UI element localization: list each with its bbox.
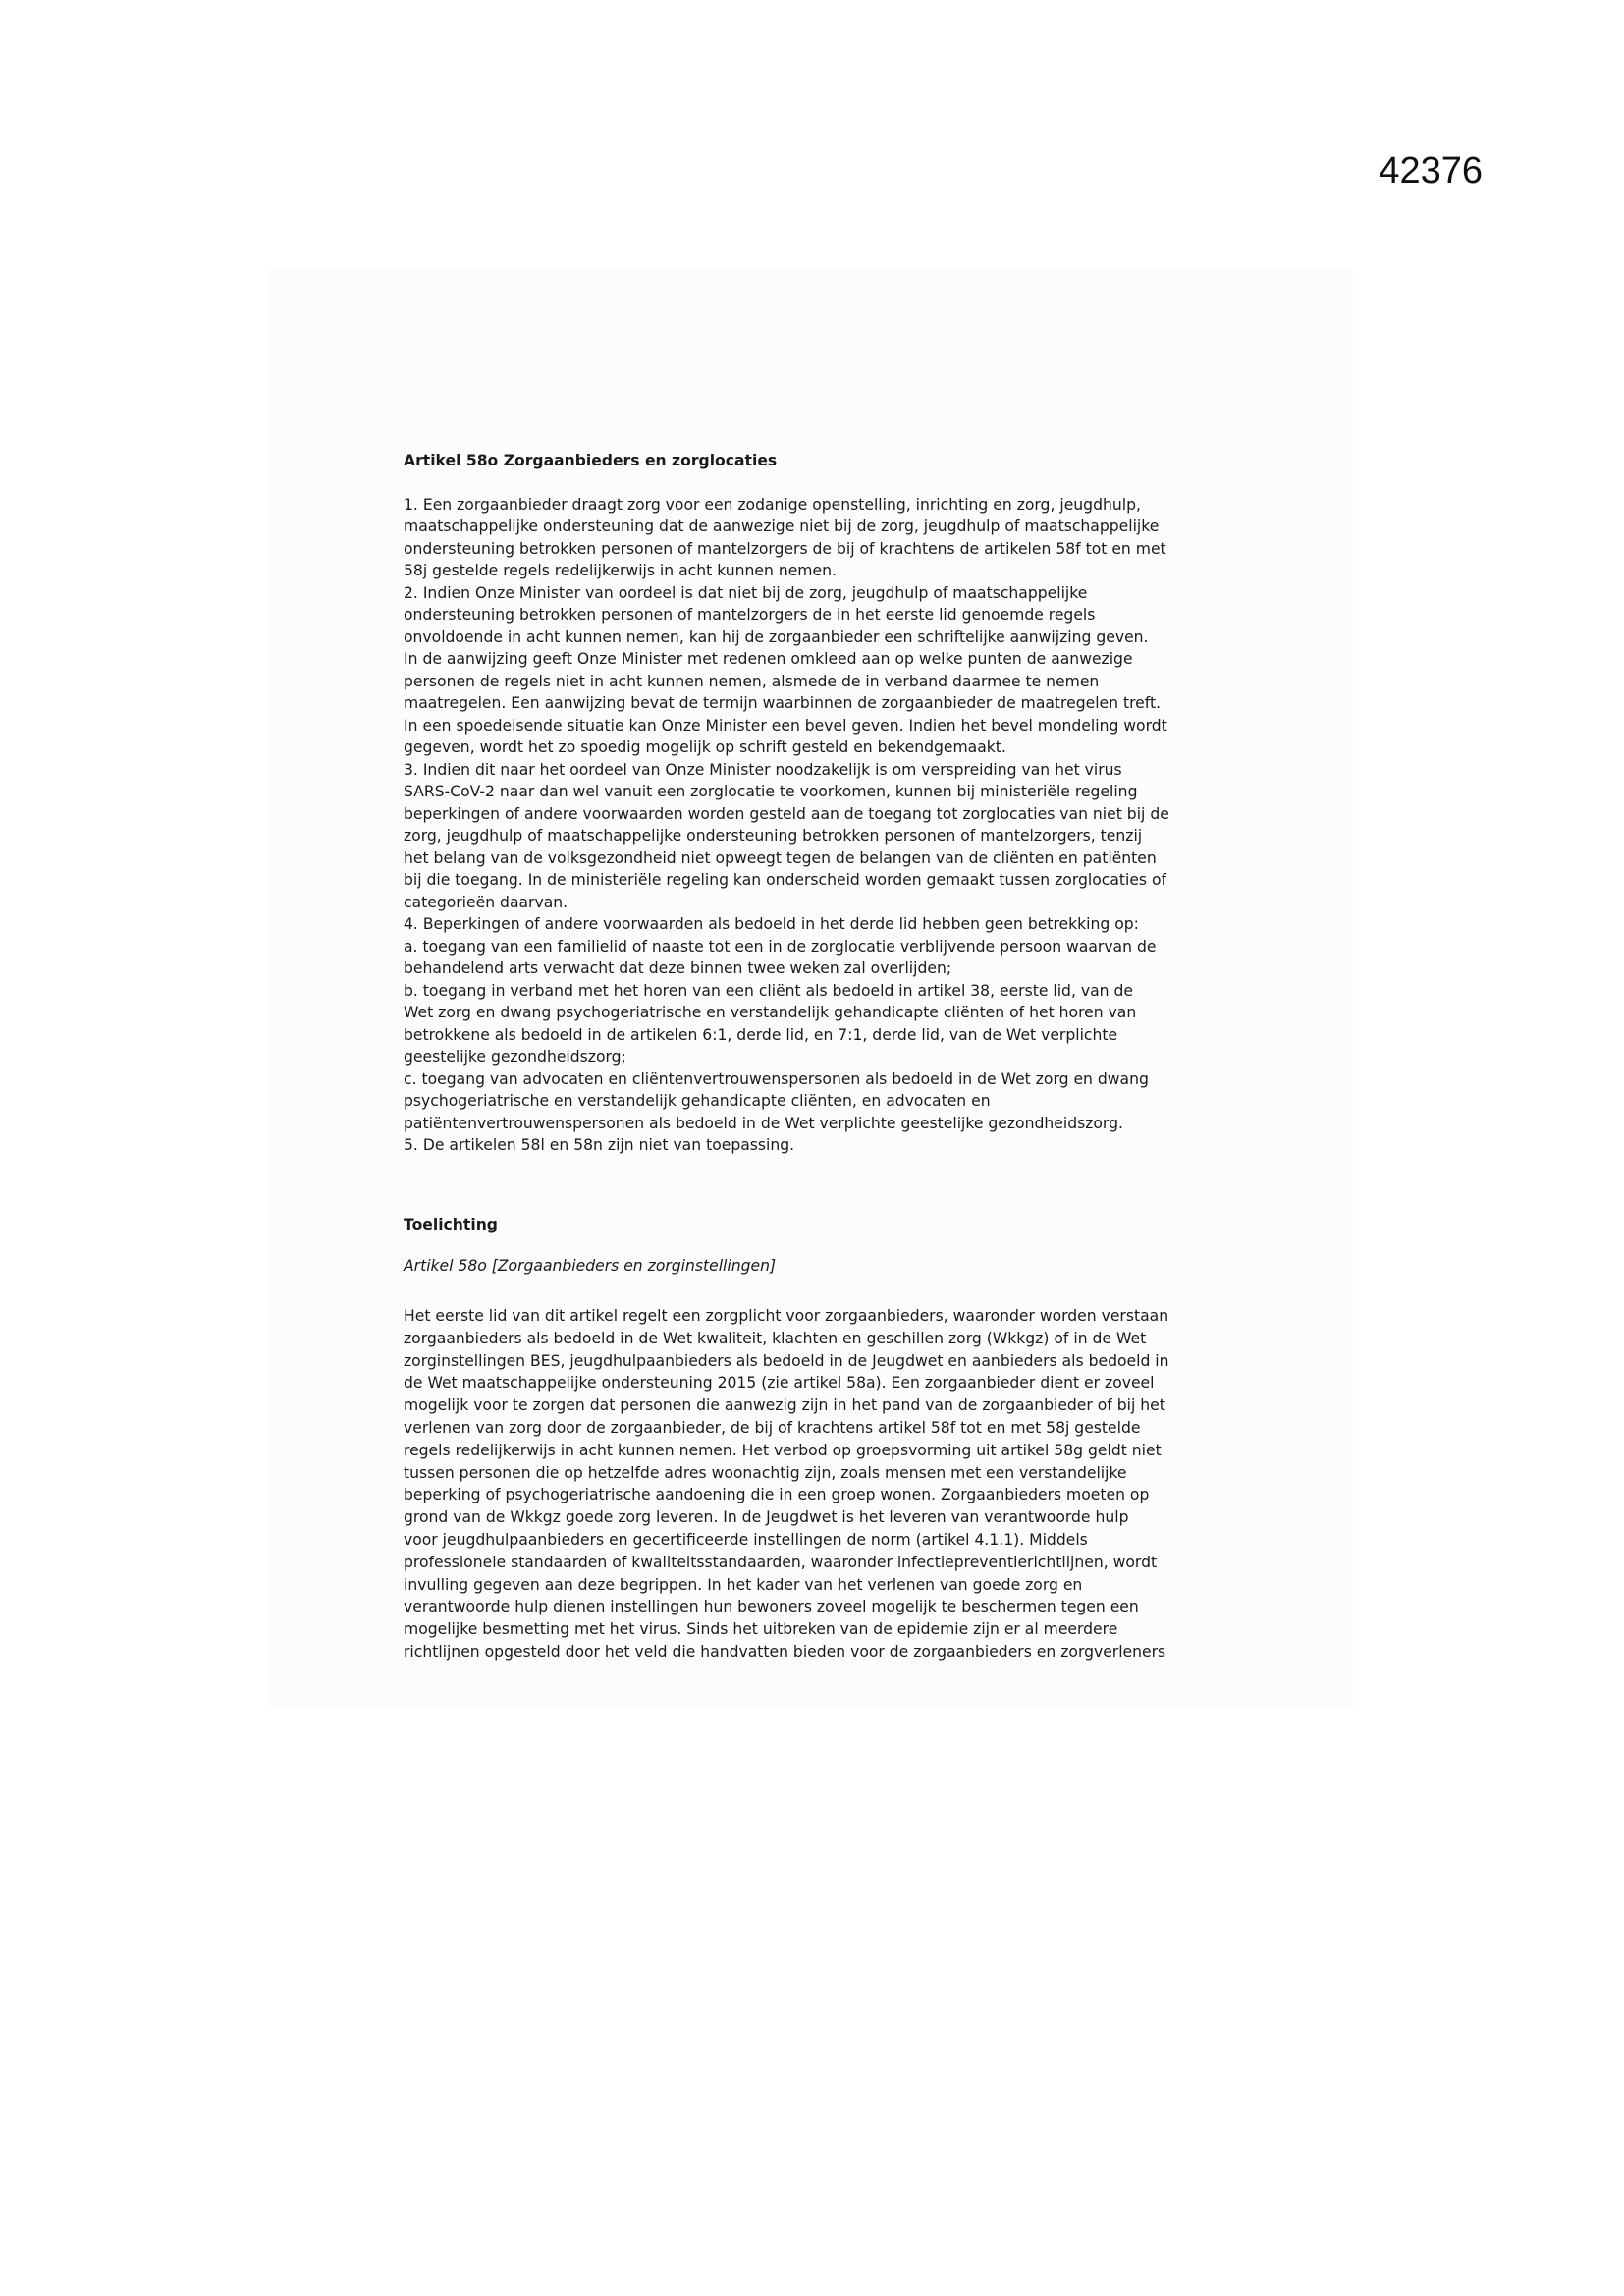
- article-line: 5. De artikelen 58l en 58n zijn niet van toepassing.: [404, 1136, 795, 1154]
- article-line: a. toegang van een familielid of naaste tot een in de zorglocatie verblijvende persoon waarvan de: [404, 937, 1157, 956]
- toelichting-line: beperking of psychogeriatrische aandoening die in een groep wonen. Zorgaanbieders moeten op: [404, 1486, 1150, 1504]
- article-line: geestelijke gezondheidszorg;: [404, 1048, 626, 1066]
- article-line: behandelend arts verwacht dat deze binnen twee weken zal overlijden;: [404, 959, 952, 977]
- toelichting-line: mogelijk voor te zorgen dat personen die aanwezig zijn in het pand van de zorgaanbieder of bij het: [404, 1396, 1165, 1415]
- toelichting-line: richtlijnen opgesteld door het veld die handvatten bieden voor de zorgaanbieders en zorgverleners: [404, 1642, 1166, 1661]
- article-line: SARS-CoV-2 naar dan wel vanuit een zorglocatie te voorkomen, kunnen bij ministeriële regeling: [404, 783, 1138, 800]
- toelichting-line: verantwoorde hulp dienen instellingen hun bewoners zoveel mogelijk te beschermen tegen een: [404, 1598, 1139, 1616]
- toelichting-line: zorginstellingen BES, jeugdhulpaanbieders als bedoeld in de Jeugdwet en aanbieders als bedoeld in: [404, 1351, 1169, 1370]
- toelichting-title: Toelichting: [404, 1216, 498, 1233]
- article-line: 1. Een zorgaanbieder draagt zorg voor een zodanige openstelling, inrichting en zorg, jeugdhulp,: [404, 495, 1141, 514]
- article-line: b. toegang in verband met het horen van een cliënt als bedoeld in artikel 38, eerste lid, van de: [404, 981, 1133, 1000]
- article-line: gegeven, wordt het zo spoedig mogelijk op schrift gesteld en bekendgemaakt.: [404, 738, 1006, 756]
- article-body: [404, 494, 1238, 1157]
- article-line: personen de regels niet in acht kunnen nemen, alsmede de in verband daarmee te nemen: [404, 672, 1100, 690]
- page-number: 42376: [1379, 150, 1483, 191]
- article-line: psychogeriatrische en verstandelijk gehandicapte cliënten, en advocaten en: [404, 1092, 991, 1110]
- article-line: betrokkene als bedoeld in de artikelen 6:1, derde lid, en 7:1, derde lid, van de Wet verplichte: [404, 1025, 1118, 1044]
- article-line: Wet zorg en dwang psychogeriatrische en verstandelijk gehandicapte cliënten of het horen van: [404, 1004, 1137, 1021]
- article-line: beperkingen of andere voorwaarden worden gesteld aan de toegang tot zorglocaties van niet bij de: [404, 804, 1169, 823]
- toelichting-line: professionele standaarden of kwaliteitsstandaarden, waaronder infectiepreventierichtlijnen, wordt: [404, 1553, 1158, 1571]
- article-line: zorg, jeugdhulp of maatschappelijke ondersteuning betrokken personen of mantelzorgers, tenzij: [404, 827, 1143, 845]
- toelichting-line: de Wet maatschappelijke ondersteuning 2015 (zie artikel 58a). Een zorgaanbieder dient er zoveel: [404, 1374, 1155, 1393]
- article-line: ondersteuning betrokken personen of mantelzorgers de in het eerste lid genoemde regels: [404, 606, 1096, 624]
- toelichting-line: tussen personen die op hetzelfde adres woonachtig zijn, zoals mensen met een verstandelijke: [404, 1463, 1127, 1482]
- toelichting-body: [404, 1305, 1169, 1664]
- article-line: In een spoedeisende situatie kan Onze Minister een bevel geven. Indien het bevel mondeling wordt: [404, 716, 1167, 735]
- article-line: c. toegang van advocaten en cliëntenvertrouwenspersonen als bedoeld in de Wet zorg en dwang: [404, 1069, 1149, 1088]
- article-line: In de aanwijzing geeft Onze Minister met redenen omkleed aan op welke punten de aanwezige: [404, 650, 1133, 668]
- toelichting-line: mogelijke besmetting met het virus. Sinds het uitbreken van de epidemie zijn er al meerdere: [404, 1620, 1118, 1639]
- toelichting-line: verlenen van zorg door de zorgaanbieder, de bij of krachtens artikel 58f tot en met 58j gestelde: [404, 1418, 1141, 1437]
- article-line: 3. Indien dit naar het oordeel van Onze Minister noodzakelijk is om verspreiding van het virus: [404, 760, 1122, 779]
- toelichting-line: zorgaanbieders als bedoeld in de Wet kwaliteit, klachten en geschillen zorg (Wkkgz) of in de Wet: [404, 1329, 1147, 1347]
- article-line: bij die toegang. In de ministeriële regeling kan onderscheid worden gemaakt tussen zorglocaties of: [404, 871, 1167, 889]
- article-line: maatregelen. Een aanwijzing bevat de termijn waarbinnen de zorgaanbieder de maatregelen treft.: [404, 694, 1162, 712]
- article-line: het belang van de volksgezondheid niet opweegt tegen de belangen van de cliënten en patiënten: [404, 848, 1157, 867]
- toelichting-line: voor jeugdhulpaanbieders en gecertificeerde instellingen de norm (artikel 4.1.1). Middels: [404, 1530, 1088, 1549]
- article-line: ondersteuning betrokken personen of mantelzorgers de bij of krachtens de artikelen 58f tot en met: [404, 539, 1166, 558]
- toelichting-line: grond van de Wkkgz goede zorg leveren. In de Jeugdwet is het leveren van verantwoorde hulp: [404, 1508, 1129, 1527]
- toelichting-line: invulling gegeven aan deze begrippen. In het kader van het verlenen van goede zorg en: [404, 1575, 1083, 1594]
- article-line: maatschappelijke ondersteuning dat de aanwezige niet bij de zorg, jeugdhulp of maatschappelijke: [404, 518, 1160, 535]
- article-section: [404, 450, 1238, 1157]
- toelichting-subtitle: Artikel 58o [Zorgaanbieders en zorginstellingen]: [404, 1257, 777, 1275]
- toelichting-line: Het eerste lid van dit artikel regelt een zorgplicht voor zorgaanbieders, waaronder worden verstaan: [404, 1307, 1169, 1325]
- article-line: categorieën daarvan.: [404, 893, 568, 911]
- article-line: 58j gestelde regels redelijkerwijs in acht kunnen nemen.: [404, 562, 837, 579]
- article-line: onvoldoende in acht kunnen nemen, kan hij de zorgaanbieder een schriftelijke aanwijzing geven.: [404, 628, 1149, 646]
- article-title: Artikel 58o Zorgaanbieders en zorglocaties: [404, 452, 778, 469]
- toelichting-line: regels redelijkerwijs in acht kunnen nemen. Het verbod op groepsvorming uit artikel 58g geldt niet: [404, 1441, 1162, 1459]
- article-line: 2. Indien Onze Minister van oordeel is dat niet bij de zorg, jeugdhulp of maatschappelijke: [404, 583, 1088, 602]
- article-line: 4. Beperkingen of andere voorwaarden als bedoeld in het derde lid hebben geen betrekking op:: [404, 915, 1139, 933]
- article-line: patiëntenvertrouwenspersonen als bedoeld in de Wet verplichte geestelijke gezondheidszorg.: [404, 1114, 1123, 1132]
